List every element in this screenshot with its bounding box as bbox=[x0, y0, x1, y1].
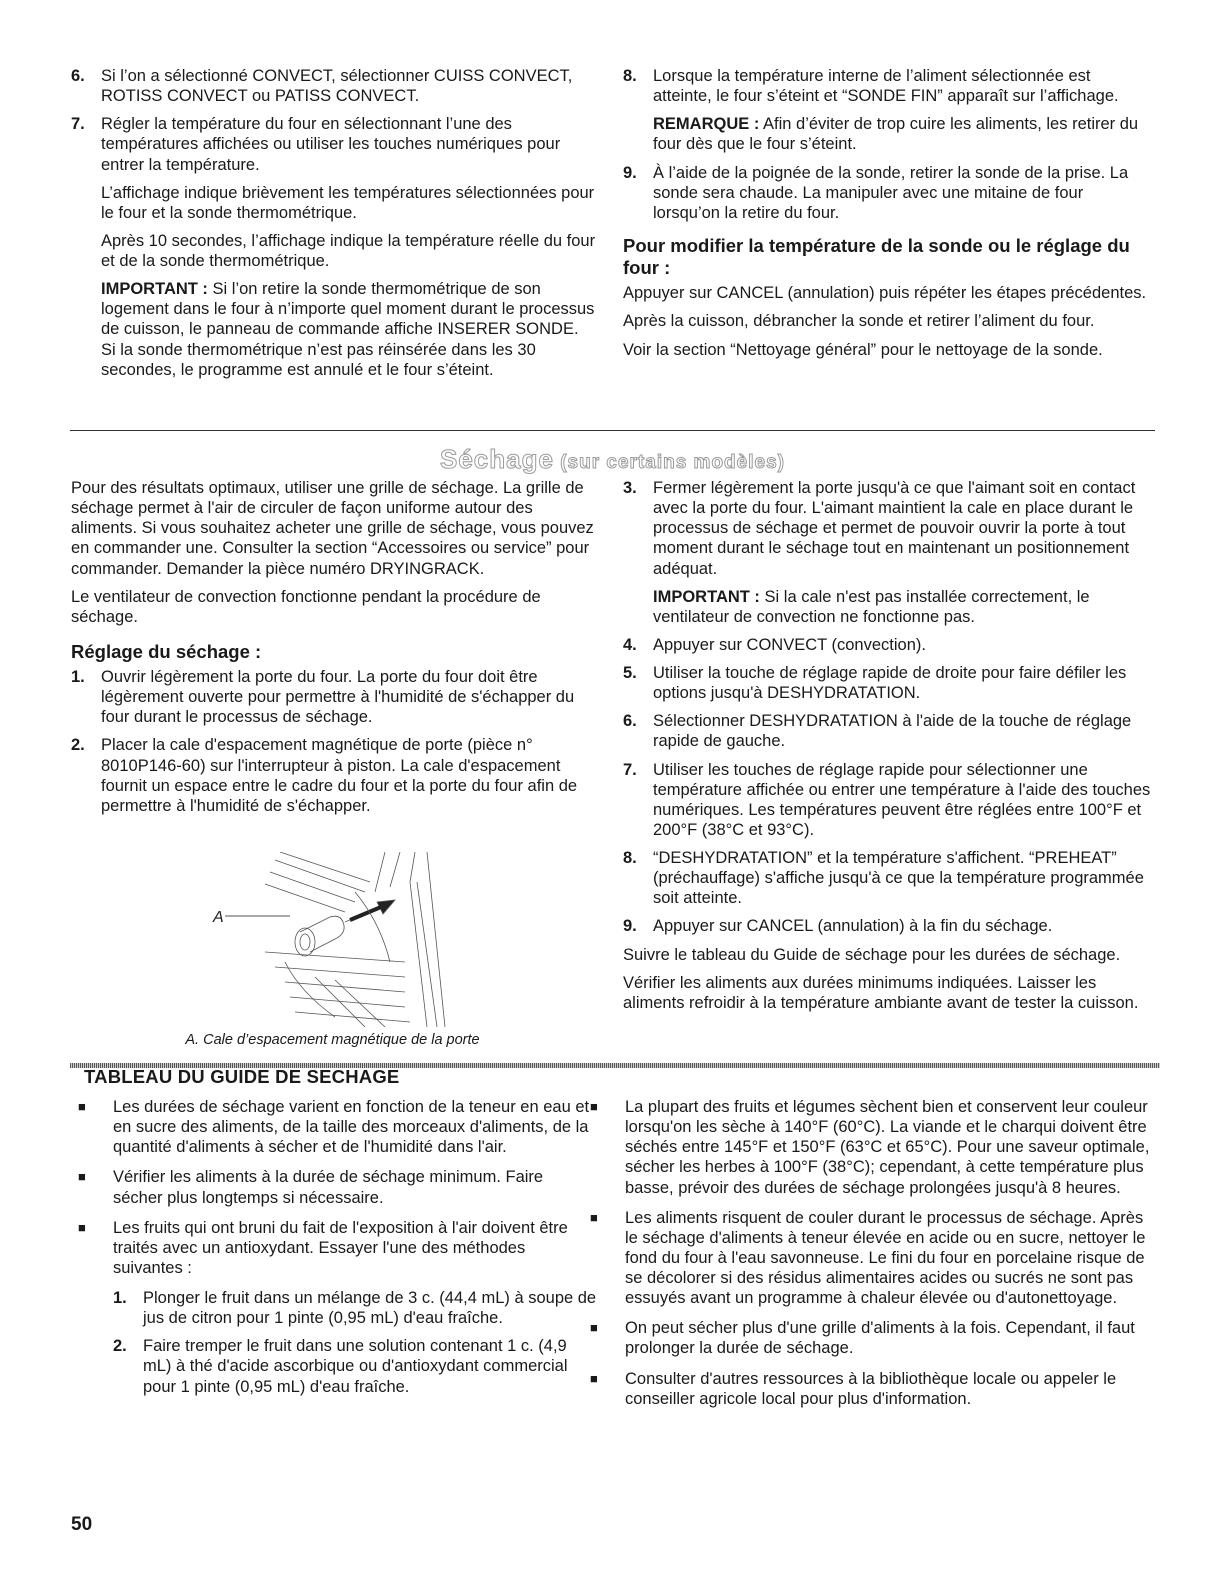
step-text: Après 10 secondes, l’affichage indique la température réelle du four et de la sonde thermométrique. bbox=[101, 231, 596, 270]
figure-caption: A. Cale d’espacement magnétique de la porte bbox=[185, 1032, 480, 1048]
remarque-note bbox=[653, 114, 1153, 154]
remarque-text: Afin d’éviter de trop cuire les aliments, les retirer du four dès que le four s’éteint. bbox=[653, 115, 1139, 154]
bullet-text: Les durées de séchage varient en fonction de la teneur en eau et en sucre des aliments, de la taille des morceaux d'aliments, de la quantité d'aliments à sécher et de l'humidité dans l'air. bbox=[113, 1098, 590, 1157]
guide-bullet bbox=[77, 1167, 597, 1207]
modify-heading: Pour modifier la température de la sonde ou le réglage du four : bbox=[623, 234, 1130, 279]
intro-paragraph: Le ventilateur de convection fonctionne pendant la procédure de séchage. bbox=[71, 587, 541, 626]
guide-bullet bbox=[77, 1097, 597, 1157]
top-right-column bbox=[623, 66, 1153, 368]
guide-bullet bbox=[77, 1218, 597, 1405]
guide-left-column bbox=[77, 1097, 597, 1415]
drying-step-3 bbox=[623, 478, 1153, 627]
drying-step-4 bbox=[623, 635, 1153, 655]
step-number: 4. bbox=[623, 635, 637, 654]
step-number: 6. bbox=[623, 712, 637, 731]
step-number: 9. bbox=[623, 163, 637, 182]
step-text: Appuyer sur CONVECT (convection). bbox=[653, 635, 926, 654]
guide-bullet bbox=[589, 1208, 1154, 1309]
modify-paragraph: Après la cuisson, débrancher la sonde et retirer l’aliment du four. bbox=[623, 312, 1095, 331]
step-number: 3. bbox=[623, 479, 637, 497]
bullet-text: Les fruits qui ont bruni du fait de l'exposition à l'air doivent être traités avec un antioxydant. Essayer l'une des méthodes suivantes : bbox=[113, 1218, 568, 1277]
bullet-icon: ■ bbox=[590, 1370, 598, 1386]
guide-bullet bbox=[589, 1369, 1154, 1409]
step-number: 7. bbox=[71, 115, 85, 134]
bullet-text: Les aliments risquent de couler durant le processus de séchage. Après le séchage d'aliments à teneur élevée en acide ou en sucre, nettoyer le fond du four à l'eau savonneuse. Le fini du four en porcelaine risque de se décolorer si des résidus alimentaires acides ou sucrés ne sont pas essuyés avant un programme à chaleur élevée ou d'autonettoyage. bbox=[625, 1208, 1146, 1308]
intro-paragraph: Pour des résultats optimaux, utiliser une grille de séchage. La grille de séchage permet à l'air de circuler de façon uniforme autour des aliments. Si vous souhaitez acheter une grille de séchage, vous pouvez en commander une. Consulter la section “Accessoires ou service” pour commander. Demander la pièce numéro DRYINGRACK. bbox=[71, 479, 594, 578]
section-divider bbox=[70, 430, 1155, 431]
bullet-icon: ■ bbox=[590, 1209, 598, 1225]
drying-step-5 bbox=[623, 663, 1153, 703]
drying-step-2 bbox=[71, 735, 596, 816]
page-number: 50 bbox=[71, 1514, 93, 1535]
section-title-sub: (sur certains modèles) bbox=[553, 452, 785, 473]
drying-step-7 bbox=[623, 760, 1153, 841]
oven-door-drawing bbox=[205, 852, 465, 1027]
step-text: Régler la température du four en sélectionnant l’une des températures affichées ou utiliser les touches numériques pour entrer la température. bbox=[101, 115, 561, 174]
step-text: Placer la cale d'espacement magnétique de porte (pièce n° 8010P146-60) sur l'interrupteur à piston. La cale d'espacement fournit un espace entre le cadre du four et la porte du four afin de permettre à l'humidité de s'échapper. bbox=[101, 736, 578, 815]
step-text: Fermer légèrement la porte jusqu'à ce que l'aimant soit en contact avec la porte du four. L'aimant maintient la cale en place durant le processus de séchage et permet de pouvoir ouvrir la porte à tout moment durant le séchage tout en maintenant un positionnement adéquat. bbox=[653, 479, 1136, 578]
drying-guide-title: TABLEAU DU GUIDE DE SECHAGE bbox=[84, 1066, 400, 1087]
step-text: Faire tremper le fruit dans une solution contenant 1 c. (4,9 mL) à thé d'acide ascorbique ou d'antioxydant commercial pour 1 pinte (0,95 mL) d'eau fraîche. bbox=[143, 1337, 568, 1396]
top-left-column bbox=[71, 66, 596, 388]
modify-paragraph: Appuyer sur CANCEL (annulation) puis répéter les étapes précédentes. bbox=[623, 284, 1147, 303]
important-note bbox=[101, 279, 596, 380]
bullet-text: Vérifier les aliments à la durée de séchage minimum. Faire sécher plus longtemps si nécessaire. bbox=[113, 1168, 544, 1207]
method-step-2 bbox=[113, 1336, 597, 1396]
closing-paragraph: Vérifier les aliments aux durées minimums indiquées. Laisser les aliments refroidir à la température ambiante avant de tester la cuisson. bbox=[623, 973, 1139, 1012]
bullet-icon: ■ bbox=[78, 1169, 86, 1185]
step-number: 1. bbox=[113, 1289, 127, 1307]
step-number: 7. bbox=[623, 760, 637, 779]
bullet-icon: ■ bbox=[78, 1099, 86, 1114]
step-text: À l’aide de la poignée de la sonde, retirer la sonde de la prise. La sonde sera chaude. La manipuler avec une mitaine de four lorsqu’on la retire du four. bbox=[653, 163, 1129, 222]
figure-label-a: A bbox=[213, 909, 224, 926]
section-title-main: Séchage bbox=[440, 444, 554, 474]
step-text: Si l’on a sélectionné CONVECT, sélectionner CUISS CONVECT, ROTISS CONVECT ou PATISS CONVECT. bbox=[101, 67, 573, 106]
drying-step-6 bbox=[623, 711, 1153, 751]
guide-bullet bbox=[589, 1318, 1154, 1358]
bullet-icon: ■ bbox=[78, 1219, 86, 1235]
step-text: Sélectionner DESHYDRATATION à l'aide de la touche de réglage rapide de gauche. bbox=[653, 712, 1132, 751]
bullet-text: Consulter d'autres ressources à la bibliothèque locale ou appeler le conseiller agricole local pour plus d'information. bbox=[625, 1369, 1117, 1408]
step-number: 8. bbox=[623, 67, 637, 85]
step-text: Utiliser la touche de réglage rapide de droite pour faire défiler les options jusqu'à DESHYDRATATION. bbox=[653, 664, 1127, 703]
step-number: 2. bbox=[113, 1337, 127, 1356]
important-text: Si la cale n'est pas installée correctement, le ventilateur de convection ne fonctionne pas. bbox=[653, 587, 1090, 626]
guide-bullet bbox=[589, 1097, 1154, 1198]
method-step-1 bbox=[113, 1288, 597, 1328]
drying-step-9 bbox=[623, 916, 1153, 936]
important-note bbox=[653, 587, 1153, 627]
step-text: Plonger le fruit dans un mélange de 3 c. (44,4 mL) à soupe de jus de citron pour 1 pinte (0,95 mL) d'eau fraîche. bbox=[143, 1289, 597, 1328]
step-text: L’affichage indique brièvement les températures sélectionnées pour le four et la sonde thermométrique. bbox=[101, 183, 595, 222]
step-text: Appuyer sur CANCEL (annulation) à la fin du séchage. bbox=[653, 917, 1053, 936]
important-label: IMPORTANT : bbox=[101, 280, 208, 299]
bullet-icon: ■ bbox=[590, 1320, 598, 1336]
antioxidant-methods bbox=[113, 1288, 597, 1397]
step-number: 5. bbox=[623, 664, 637, 682]
step-7 bbox=[71, 114, 596, 380]
drying-setup-heading: Réglage du séchage : bbox=[71, 640, 262, 662]
step-text: Lorsque la température interne de l’aliment sélectionnée est atteinte, le four s’éteint et “SONDE FIN” apparaît sur l’affichage. bbox=[653, 67, 1119, 106]
drying-right-column bbox=[623, 478, 1153, 1021]
step-9 bbox=[623, 163, 1153, 223]
step-text: Utiliser les touches de réglage rapide pour sélectionner une température affichée ou entrer une température à l'aide des touches numériques. Les températures peuvent être réglées entre 100°F et 200°F (38°C et 93°C). bbox=[653, 760, 1151, 839]
step-8 bbox=[623, 66, 1153, 155]
step-6 bbox=[71, 66, 596, 106]
step-text: Ouvrir légèrement la porte du four. La porte du four doit être légèrement ouverte pour permettre à l'humidité de s'échapper du four durant le processus de séchage. bbox=[101, 668, 575, 727]
drying-step-1 bbox=[71, 667, 596, 727]
modify-paragraph: Voir la section “Nettoyage général” pour le nettoyage de la sonde. bbox=[623, 340, 1103, 359]
bullet-text: On peut sécher plus d'une grille d'aliments à la fois. Cependant, il faut prolonger la durée de séchage. bbox=[625, 1319, 1135, 1358]
important-text: Si l’on retire la sonde thermométrique de son logement dans le four à n’importe quel moment durant le processus de cuisson, le panneau de commande affiche INSERER SONDE. Si la sonde thermométrique n’est pas réinsérée dans les 30 secondes, le programme est annulé et le four s’éteint. bbox=[101, 280, 595, 379]
step-number: 9. bbox=[623, 917, 637, 936]
drying-step-8 bbox=[623, 848, 1153, 908]
section-title bbox=[0, 444, 1225, 476]
door-spacer-illustration bbox=[205, 852, 465, 1027]
step-text: “DESHYDRATATION” et la température s'affichent. “PREHEAT” (préchauffage) s'affiche jusqu'à ce que la température programmée soit atteinte. bbox=[653, 849, 1144, 908]
guide-right-column bbox=[589, 1097, 1154, 1419]
bullet-icon: ■ bbox=[590, 1099, 598, 1114]
closing-paragraph: Suivre le tableau du Guide de séchage pour les durées de séchage. bbox=[623, 945, 1121, 964]
bullet-text: La plupart des fruits et légumes sèchent bien et conservent leur couleur lorsqu'on les sèche à 140°F (60°C). La viande et le charqui doivent être séchés entre 145°F et 150°F (63°C et 65°C). Pour une saveur optimale, sécher les herbes à 100°F (38°C); cependant, à cette température plus basse, prévoir des durées de séchage prolongées jusqu'à 8 heures. bbox=[625, 1098, 1150, 1197]
step-number: 2. bbox=[71, 736, 85, 755]
important-label: IMPORTANT : bbox=[653, 587, 760, 606]
step-number: 1. bbox=[71, 668, 85, 687]
step-number: 6. bbox=[71, 67, 85, 85]
step-number: 8. bbox=[623, 849, 637, 867]
drying-left-column bbox=[71, 478, 596, 824]
remarque-label: REMARQUE : bbox=[653, 115, 760, 134]
